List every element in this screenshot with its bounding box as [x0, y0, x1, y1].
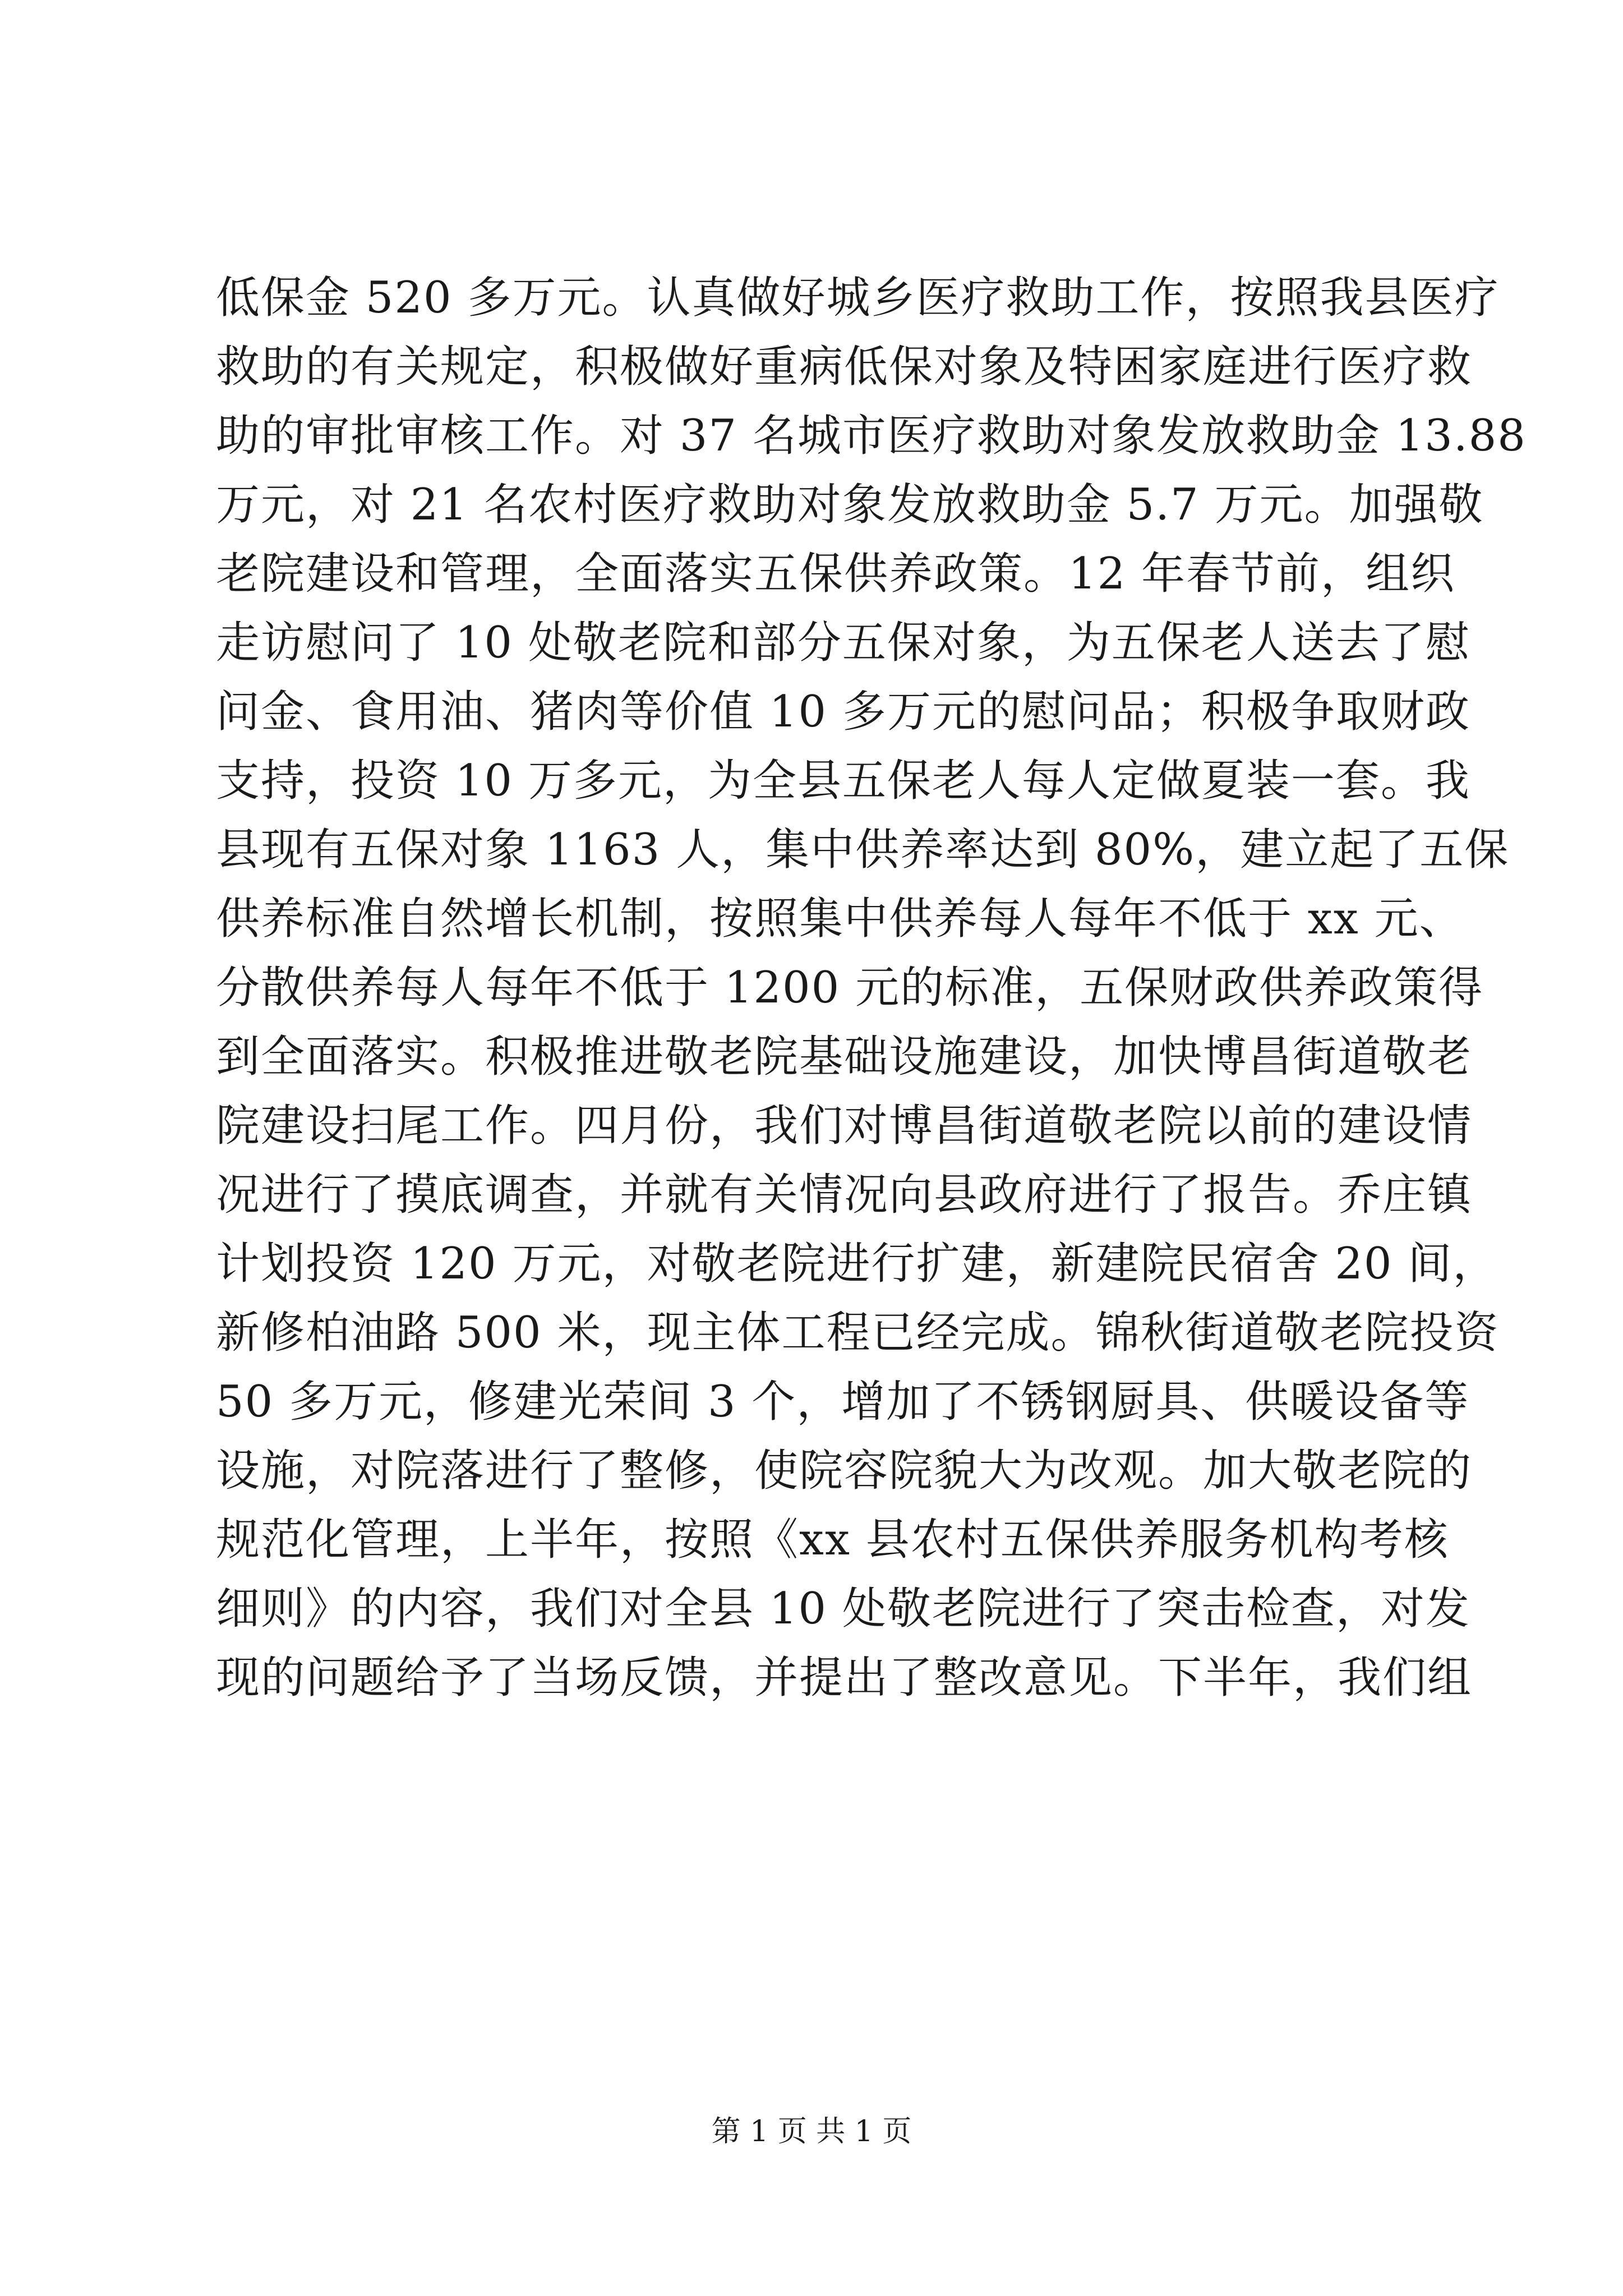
text-line-18: 设施，对院落进行了整修，使院容院貌大为改观。加大敬老院的 — [216, 1446, 1473, 1496]
text-line-10: 供养标准自然增长机制，按照集中供养每人每年不低于 xx 元、 — [216, 894, 1464, 944]
text-line-12: 到全面落实。积极推进敬老院基础设施建设，加快博昌街道敬老 — [216, 1032, 1473, 1082]
text-line-7: 问金、食用油、猪肉等价值 10 多万元的慰问品；积极争取财政 — [216, 687, 1470, 737]
text-line-16: 新修柏油路 500 米，现主体工程已经完成。锦秋街道敬老院投资 — [216, 1308, 1500, 1358]
text-line-5: 老院建设和管理，全面落实五保供养政策。12 年春节前，组织 — [216, 549, 1456, 599]
text-line-6: 走访慰问了 10 处敬老院和部分五保对象，为五保老人送去了慰 — [216, 618, 1470, 668]
text-line-20: 细则》的内容，我们对全县 10 处敬老院进行了突击检查，对发 — [216, 1584, 1470, 1634]
text-line-11: 分散供养每人每年不低于 1200 元的标准，五保财政供养政策得 — [216, 963, 1484, 1013]
text-line-3: 助的审批审核工作。对 37 名城市医疗救助对象发放救助金 13.88 — [216, 411, 1527, 461]
text-line-14: 况进行了摸底调查，并就有关情况向县政府进行了报告。乔庄镇 — [216, 1170, 1473, 1220]
text-line-13: 院建设扫尾工作。四月份，我们对博昌街道敬老院以前的建设情 — [216, 1101, 1473, 1151]
text-line-21: 现的问题给予了当场反馈，并提出了整改意见。下半年，我们组 — [216, 1653, 1473, 1703]
text-line-15: 计划投资 120 万元，对敬老院进行扩建，新建院民宿舍 20 间， — [216, 1239, 1498, 1289]
text-line-2: 救助的有关规定，积极做好重病低保对象及特困家庭进行医疗救 — [216, 342, 1473, 392]
text-line-17: 50 多万元，修建光荣间 3 个，增加了不锈钢厨具、供暖设备等 — [216, 1377, 1470, 1427]
text-line-8: 支持，投资 10 万多元，为全县五保老人每人定做夏装一套。我 — [216, 756, 1470, 806]
page-footer — [0, 2112, 1623, 2151]
text-line-19: 规范化管理，上半年，按照《xx 县农村五保供养服务机构考核 — [216, 1515, 1449, 1565]
text-line-9: 县现有五保对象 1163 人，集中供养率达到 80%，建立起了五保 — [216, 825, 1510, 875]
page-number-label: 第 1 页 共 1 页 — [711, 2115, 912, 2148]
text-line-1: 低保金 520 多万元。认真做好城乡医疗救助工作，按照我县医疗 — [216, 273, 1500, 323]
text-line-4: 万元，对 21 名农村医疗救助对象发放救助金 5.7 万元。加强敬 — [216, 480, 1484, 530]
body-text — [216, 264, 1527, 1713]
